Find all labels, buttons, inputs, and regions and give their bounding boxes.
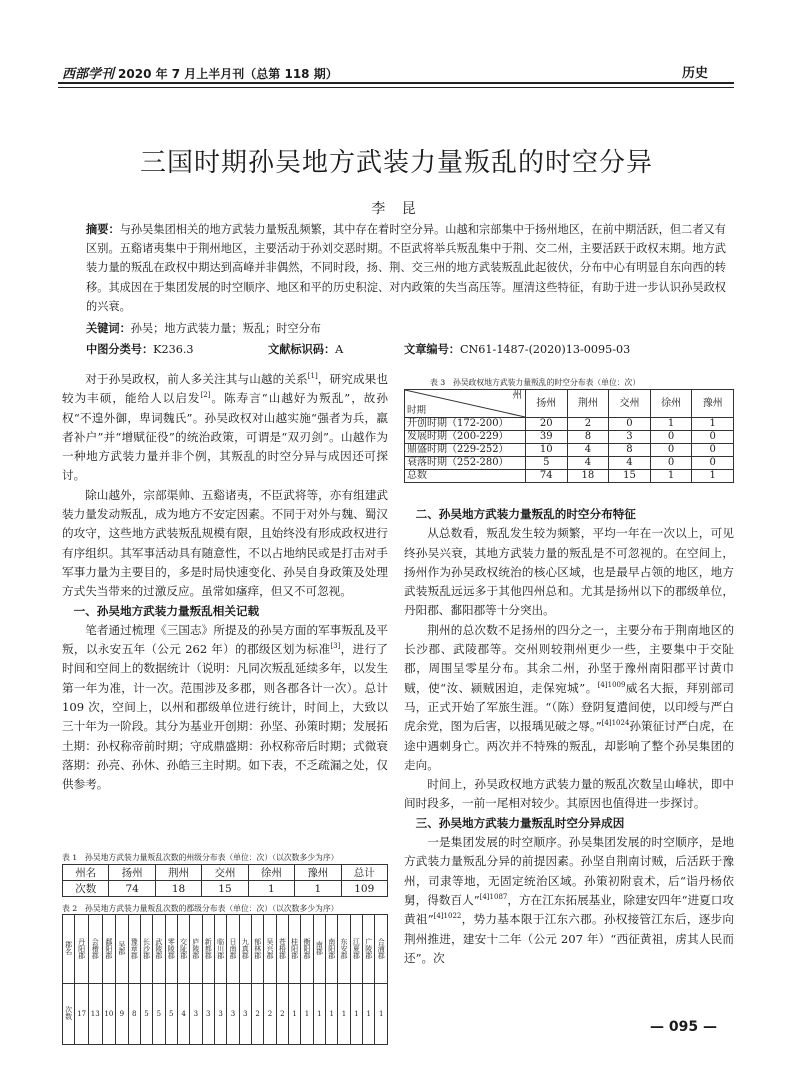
table-header-cell: 荆州 <box>567 390 609 418</box>
prefecture-name: 衡阳郡 <box>303 937 311 959</box>
table-cell <box>165 915 177 984</box>
section-heading: 二、孙吴地方武装力量叛乱的时空分布特征 <box>415 507 636 521</box>
abstract <box>86 220 726 316</box>
table-cell <box>276 915 288 984</box>
table-cell: 8 <box>567 431 609 444</box>
table-cell: 4 <box>609 457 651 470</box>
text: 。陈寿言“山越好为叛乱”，故孙权“不遑外御，卑词魏氏”。孙吴政权对山越实施“强者为兵，羸者补户”并“增赋征役”的统治政策，可谓是“双刃剑”。山越作为一种地方武装力量并非个例，其叛乱的时空分异与成因还可探讨。 <box>62 391 388 483</box>
table-cell <box>202 915 214 984</box>
table-cell <box>88 915 102 984</box>
keywords-label: 关键词： <box>86 322 131 335</box>
clc-value: K236.3 <box>153 343 194 356</box>
text: ，势力基本限于江东六郡。孙权接管江东后，逐步向荆州推进，建安十二年（公元 207 年）“西征黄祖，虏其人民而还”。次 <box>404 912 734 965</box>
table-cell <box>140 915 152 984</box>
table-cell <box>363 915 375 984</box>
table-cell <box>264 915 276 984</box>
table-cell: 74 <box>526 470 568 483</box>
table-cell: 17 <box>75 984 89 1045</box>
table-header-cell: 扬州 <box>109 865 155 881</box>
table-cell: 3 <box>214 984 226 1045</box>
prefecture-name: 南阳郡 <box>327 937 336 959</box>
table-cell <box>326 915 338 984</box>
table-header-cell: 徐州 <box>650 390 692 418</box>
table-cell <box>375 915 388 984</box>
table-cell: 0 <box>692 457 734 470</box>
table-cell: 5 <box>165 984 177 1045</box>
prefecture-name: 鄱阳郡 <box>104 937 113 959</box>
keywords-text: 孙吴；地方武装力量；叛乱；时空分布 <box>130 322 321 335</box>
text: 荆州的总次数不足扬州的四分之一，主要分布于荆南地区的长沙郡、武陵郡等。交州则较荆州更少一些，主要集中于交阯郡，周围呈零星分布。其余二州，孙坚于豫州南阳郡平讨黄巾贼，使“汝、颍贼困迫，走保宛城”。 <box>404 622 734 695</box>
table-row-label: 发展时期（200-229） <box>405 431 526 444</box>
running-header-left <box>62 63 338 82</box>
table-cell <box>239 915 251 984</box>
prefecture-name: 临川郡 <box>216 937 225 959</box>
table-cell: 20 <box>526 418 568 431</box>
table-cell: 0 <box>692 431 734 444</box>
row-label-text: 郡名 <box>64 941 73 955</box>
row-label-text: 次数 <box>64 1006 73 1020</box>
table-cell <box>227 915 239 984</box>
prefecture-name: 会稽郡 <box>91 937 100 959</box>
table-row-label: 次数 <box>63 881 109 897</box>
table-cell: 1 <box>650 470 692 483</box>
table-cell <box>75 915 89 984</box>
table-cell: 1 <box>363 984 375 1045</box>
table-cell: 39 <box>526 431 568 444</box>
paragraph: 时间上，孙吴政权地方武装力量的叛乱次数呈山峰状，即中间时段多，一前一尾相对较少。其原因也值得进一步探讨。 <box>404 777 734 811</box>
document-code <box>268 341 343 357</box>
table-cell: 2 <box>264 984 276 1045</box>
citation: [4]1022 <box>433 912 462 921</box>
table-cell: 2 <box>567 418 609 431</box>
table1-caption: 表 1 孙吴地方武装力量叛乱次数的州级分布表（单位：次）（以次数多少为序） <box>62 853 339 862</box>
table-cell: 1 <box>338 984 350 1045</box>
text: 一是集团发展的时空顺序。孙吴集团发展的时空顺序，是地方武装力量叛乱分异的前提因素。孙坚自荆南讨贼，后活跃于豫州，司隶等地，无固定统治区域。孙策初附袁术，后“诣丹杨依舅，得数百人” <box>404 835 734 907</box>
table-cell: 1 <box>375 984 388 1045</box>
abstract-label: 摘要： <box>86 223 120 236</box>
prefecture-name: 豫章郡 <box>130 937 139 959</box>
table-cell <box>251 915 263 984</box>
table-row <box>63 881 388 897</box>
table-cell: 10 <box>102 984 116 1045</box>
prefecture-name: 广陵郡 <box>364 937 373 959</box>
header-rule-thin <box>58 87 734 88</box>
prefecture-name: 武陵郡 <box>154 937 163 959</box>
prefecture-name: 丹阳郡 <box>77 937 86 959</box>
prefecture-name: 庐陵郡 <box>191 937 200 959</box>
table-cell: 3 <box>202 984 214 1045</box>
text: 威名大振，拜别部司马，正式开始了军旅生涯。“（陈）登阴复遣间使，以印绶与严白虎余党，图为后害，以报瑀见破之辱。” <box>404 680 734 734</box>
text: 孙策征讨严白虎，在途中遇刺身亡。两次并不特殊的叛乱，却影响了整个孙吴集团的走向。 <box>404 719 734 772</box>
table-cell <box>338 915 350 984</box>
table-cell: 0 <box>609 418 651 431</box>
clc-label: 中图分类号： <box>86 343 154 356</box>
table-row <box>405 418 734 431</box>
prefecture-name: 东安郡 <box>340 937 349 959</box>
table-header-cell: 豫州 <box>692 390 734 418</box>
prefecture-name: 桂阳郡 <box>290 937 299 959</box>
text: 笔者通过梳理《三国志》所提及的孙吴方面的军事叛乱及平叛，以永安五年（公元 262 年）的郡级区划为标准 <box>62 622 388 657</box>
table-header-cell: 徐州 <box>248 865 294 881</box>
table-cell: 8 <box>128 984 140 1045</box>
table-row <box>63 984 388 1045</box>
table-header-cell: 州名 <box>63 865 109 881</box>
prefecture-name: 长沙郡 <box>142 937 151 959</box>
table-cell: 0 <box>692 444 734 457</box>
table-cell <box>153 915 165 984</box>
table-cell <box>128 915 140 984</box>
table-cell: 13 <box>88 984 102 1045</box>
table-cell: 1 <box>288 984 300 1045</box>
table-cell <box>190 915 202 984</box>
table-row <box>63 865 388 881</box>
table-row <box>405 444 734 457</box>
article-author: 李 昆 <box>371 201 422 217</box>
table-cell: 1 <box>313 984 325 1045</box>
citation: [4]1009 <box>597 680 626 689</box>
table-cell: 2 <box>276 984 288 1045</box>
table-row <box>405 457 734 470</box>
table-cell: 1 <box>326 984 338 1045</box>
table-row-label: 衰落时期（252-280） <box>405 457 526 470</box>
table-cell: 1 <box>692 418 734 431</box>
left-column <box>62 370 388 795</box>
table-row-label: 总数 <box>405 470 526 483</box>
table-cell: 1 <box>301 984 313 1045</box>
table-cell: 3 <box>190 984 202 1045</box>
table-header-cell: 交州 <box>202 865 248 881</box>
table-header-cell: 总计 <box>341 865 387 881</box>
journal-masthead: 西部学刊 <box>62 67 115 82</box>
table1 <box>62 864 388 897</box>
prefecture-name: 郁林郡 <box>253 937 262 959</box>
text: ，研究成果也较为丰硕，能给人以启发 <box>62 372 388 406</box>
table-cell: 4 <box>567 444 609 457</box>
table3-caption: 表 3 孙吴政权地方武装力量叛乱的时空分布表（单位：次） <box>430 378 641 387</box>
doc-code-value: A <box>335 343 344 356</box>
table-cell <box>214 915 226 984</box>
table-row-label: 开创时期（172-200） <box>405 418 526 431</box>
table-cell: 5 <box>526 457 568 470</box>
table-corner-cell <box>405 390 526 418</box>
prefecture-name: 合浦郡 <box>377 937 386 959</box>
corner-top-label: 州 <box>512 390 522 401</box>
prefecture-name: 吴郡 <box>117 941 126 955</box>
table-cell: 10 <box>526 444 568 457</box>
table-cell: 2 <box>251 984 263 1045</box>
issue-info: 2020 年 7 月上半月刊（总第 118 期） <box>118 67 338 81</box>
prefecture-name: 日南郡 <box>228 937 237 959</box>
table-cell <box>350 915 362 984</box>
citation: [2] <box>200 391 211 400</box>
section-label: 历史 <box>681 66 708 81</box>
clc-number <box>86 341 194 357</box>
table-cell: 74 <box>109 881 155 897</box>
table-header-cell: 豫州 <box>295 865 341 881</box>
table-cell: 18 <box>567 470 609 483</box>
paragraph <box>62 621 388 795</box>
table-row <box>405 390 734 418</box>
keywords <box>86 320 321 336</box>
table-cell <box>102 915 116 984</box>
table-cell: 1 <box>295 881 341 897</box>
table-row-label <box>63 984 75 1045</box>
table-cell: 109 <box>341 881 387 897</box>
paragraph <box>404 621 734 775</box>
table-cell: 0 <box>650 431 692 444</box>
citation: [4]1024 <box>601 719 630 728</box>
citation: [4]1087 <box>479 893 508 902</box>
table-header-cell: 荆州 <box>155 865 201 881</box>
table-cell <box>313 915 325 984</box>
table2 <box>62 914 388 1045</box>
table-cell <box>177 915 189 984</box>
paragraph: 从总数看，叛乱发生较为频繁，平均一年在一次以上，可见终孙吴兴衰，其地方武装力量的叛乱是不可忽视的。在空间上，扬州作为孙吴政权统治的核心区域，也是最早占领的地区，地方武装叛乱远远多于其他四州总和。尤其是扬州以下的郡级单位，丹阳郡、鄱阳郡等十分突出。 <box>404 526 734 618</box>
table-cell: 9 <box>116 984 128 1045</box>
abstract-text: 与孙吴集团相关的地方武装力量叛乱频繁，其中存在着时空分异。山越和宗部集中于扬州地区，在前中期活跃，但二者又有区别。五谿诸夷集中于荆州地区，主要活动于孙刘交恶时期。不臣武将举兵叛乱集中于荆、交二州，主要活跃于政权末期。地方武装力量的叛乱在政权中期达到高峰并非偶然，不同时段，扬、荆、交三州的地方武装叛乱此起彼伏，分布中心有明显自东向西的转移。其成因在于集团发展的时空顺序、地区和平的历史积淀、对内政策的失当高压等。厘清这些特征，有助于进一步认识孙吴政权的兴衰。 <box>86 223 726 313</box>
table-cell <box>288 915 300 984</box>
article-title: 三国时期孙吴地方武装力量叛乱的时空分异 <box>139 148 653 178</box>
table-cell: 4 <box>177 984 189 1045</box>
table-cell: 4 <box>567 457 609 470</box>
table-cell: 0 <box>650 444 692 457</box>
table-row <box>405 470 734 483</box>
table2-caption: 表 2 孙吴地方武装力量叛乱次数的郡级分布表（单位：次）（以次数多少为序） <box>62 904 339 913</box>
prefecture-name: 江夏郡 <box>352 937 361 959</box>
article-number <box>404 341 630 357</box>
prefecture-name: 南郡 <box>315 941 324 955</box>
table-header-cell: 交州 <box>609 390 651 418</box>
table-cell: 1 <box>650 418 692 431</box>
table-cell: 8 <box>609 444 651 457</box>
prefecture-name: 交阯郡 <box>179 937 188 959</box>
paragraph <box>62 370 388 486</box>
table-cell: 3 <box>239 984 251 1045</box>
paragraph <box>404 833 734 968</box>
table-cell: 18 <box>155 881 201 897</box>
table-cell: 3 <box>609 431 651 444</box>
paragraph: 除山越外，宗部渠帅、五谿诸夷，不臣武将等，亦有组建武装力量发动叛乱，成为地方不安定因素。不同于对外与魏、蜀汉的攻守，这些地方武装叛乱规模有限，且始终没有形成政权进行有序组织。其军事活动具有随意性，不以占地纳民或是打击对手军事力量为主要目的，多是时局快速变化、孙吴自身政策及处理方式失当带来的过激反应。虽常如瘙痒，但又不可忽视。 <box>62 487 388 599</box>
table-cell: 3 <box>227 984 239 1045</box>
doc-code-label: 文献标识码： <box>268 343 336 356</box>
right-column <box>404 505 734 968</box>
table3 <box>404 389 734 483</box>
prefecture-name: 苍梧郡 <box>278 937 287 959</box>
article-no-label: 文章编号： <box>404 343 460 356</box>
citation: [3] <box>330 642 341 651</box>
prefecture-name: 零陵郡 <box>167 937 176 959</box>
section-heading: 三、孙吴地方武装力量叛乱时空分异成因 <box>415 815 625 830</box>
table-row <box>405 431 734 444</box>
table-cell: 1 <box>248 881 294 897</box>
table-cell <box>301 915 313 984</box>
table-row-label: 鼎盛时期（229-252） <box>405 444 526 457</box>
table-row-label <box>63 915 75 984</box>
table-cell: 0 <box>650 457 692 470</box>
corner-bottom-label: 时期 <box>407 405 427 416</box>
table-cell: 15 <box>202 881 248 897</box>
page-number: — 095 — <box>650 1019 717 1035</box>
prefecture-name: 吴兴郡 <box>265 937 274 959</box>
text: ，方在江东拓展基业，除建安四年“进夏口攻黄祖” <box>404 892 734 927</box>
text: 对于孙吴政权，前人多关注其与山越的关系 <box>85 372 308 386</box>
table-cell <box>116 915 128 984</box>
header-rule-thick <box>58 82 734 84</box>
table-cell: 15 <box>609 470 651 483</box>
text: ，进行了时间和空间上的数据统计（说明：凡同次叛乱延续多年，以发生第一年为准，计一次。范围涉及多郡，则各郡各计一次）。总计 109 次，空间上，以州和郡级单位进行统计，时间上，大致以三十年为一阶段。其分为基业开创期：孙坚、孙策时期；发展拓土期：孙权称帝前时期；守成鼎盛期：孙权称帝后时期；式微衰落期：孙亮、孙休、孙皓三主时期。如下表，不乏疏漏之处，仅供参考。 <box>62 642 388 792</box>
section-heading: 一、孙吴地方武装力量叛乱相关记载 <box>73 603 260 618</box>
citation: [1] <box>307 372 318 381</box>
table-cell: 1 <box>350 984 362 1045</box>
table-cell: 1 <box>692 470 734 483</box>
article-no-value: CN61-1487-(2020)13-0095-03 <box>459 343 631 356</box>
table-row <box>63 915 388 984</box>
table-header-cell: 扬州 <box>526 390 568 418</box>
table-cell: 5 <box>153 984 165 1045</box>
table-cell: 5 <box>140 984 152 1045</box>
prefecture-name: 九真郡 <box>241 937 250 959</box>
prefecture-name: 新都郡 <box>204 937 213 959</box>
